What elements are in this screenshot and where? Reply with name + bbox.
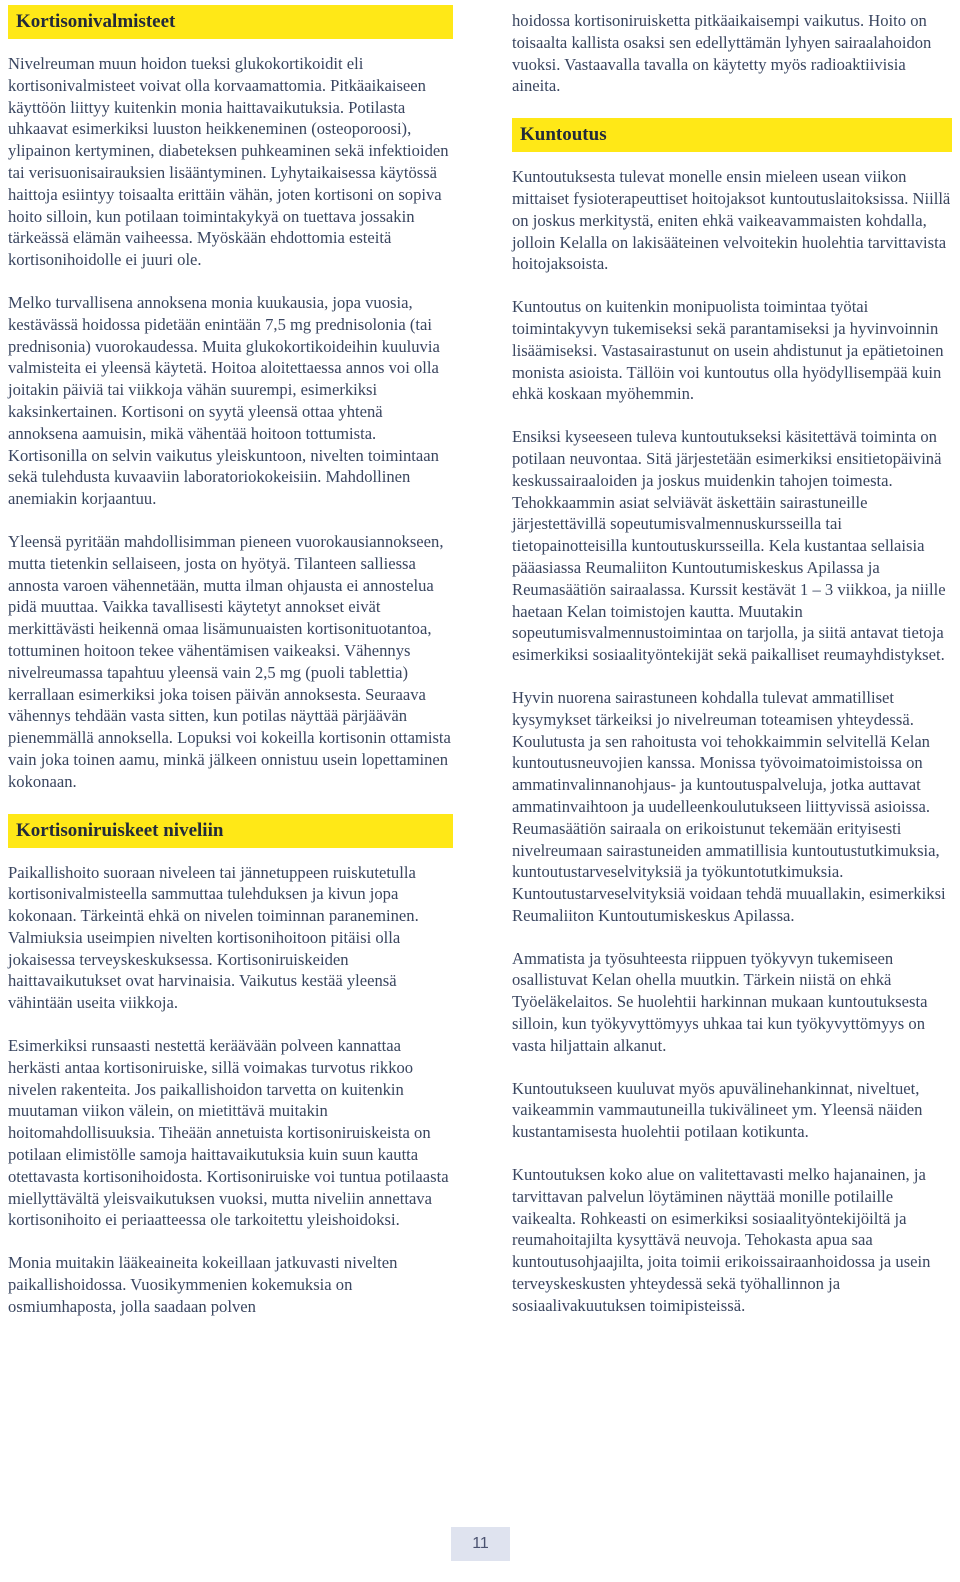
paragraph: Kuntoutukseen kuuluvat myös apuvälinehankinnat, niveltuet, vaikeammin vammautuneilla tukivälineet ym. Yleensä näiden kustantamisesta huolehtii potilaan kotikunta. (512, 1078, 923, 1142)
paragraph: Melko turvallisena annoksena monia kuukausia, jopa vuosia, kestävässä hoidossa pidetään enintään 7,5 mg prednisolonia (tai prednisonia) vuorokaudessa. Muita glukokortikoideihin kuuluvia valmisteita ei yleensä käytetä. Hoitoa aloitettaessa annos voi olla joitakin päiviä tai viikkoja vähän suurempi, esimerkiksi kaksinkertainen. Kortisoni on syytä yleensä ottaa yhtenä annoksena aamuisin, mikä vähentää hoitoon tottumista. Kortisonilla on selvin vaikutus yleiskuntoon, nivelten toimintaan sekä tulehdusta kuvaaviin laboratoriokokeisiin. Mahdollinen anemiakin korjaantuu. (8, 292, 440, 509)
page-number: 11 (451, 1527, 510, 1561)
section-heading-kortisoniruiskeet: Kortisoniruiskeet niveliin (8, 814, 453, 848)
paragraph-continuation: hoidossa kortisoniruisketta pitkäaikaisempi vaikutus. Hoito on toisaalta kallista osaksi sen edellyttämän lyhyen sairaalahoidon vuoksi. Vastaavalla tavalla on käytetty myös radioaktiivisia aineita. (512, 11, 932, 96)
right-column (512, 10, 952, 1317)
paragraph: Esimerkiksi runsaasti nestettä keräävään polveen kannattaa herkästi antaa kortisoniruiske, sillä voimakas turvotus rikkoo nivelen rakenteita. Jos paikallishoidon tarvetta on kuitenkin muutaman viikon välein, on mietittävä muitakin hoitomahdollisuuksia. Tiheään annetuista kortisoniruiskeista on potilaan elimistölle samoja haittavaikutuksia kuin suun kautta otettavasta kortisonihoidosta. Kortisoniruiske voi tuntua potilaasta miellyttävältä yleisvaikutuksen vuoksi, mutta niveliin annettava kortisonihoito ei periaatteessa ole tarkoitettu yleishoidoksi. (8, 1036, 449, 1230)
section-heading-kuntoutus: Kuntoutus (512, 118, 952, 152)
paragraph: Hyvin nuorena sairastuneen kohdalla tulevat ammatilliset kysymykset tärkeiksi jo nivelreuman toteamisen yhteydessä. Koulutusta ja sen rahoitusta voi tehokkaimmin selvitellä Kelan kuntoutusneuvojien kanssa. Monissa työvoimatoimistoissa on ammatinvalinnanohjaus- ja kuntoutuspalveluja, jotka auttavat ammatinvaihtoon ja uudelleenkoulutukseen liittyvissä asioissa. Reumasäätiön sairaala on erikoistunut tekemään erityisesti nivelreumaan sairastuneiden ammatillisia kuntoutustutkimuksia, kuntoutustarveselvityksiä ja työkuntotutkimuksia. Kuntoutustarveselvityksiä voidaan tehdä muuallakin, esimerkiksi Reumaliiton Kuntoutumiskeskus Apilassa. (512, 687, 946, 925)
paragraph: Paikallishoito suoraan niveleen tai jännetuppeen ruiskutetulla kortisonivalmisteella sammuttaa tulehduksen ja kivun jopa kokonaan. Tärkeintä ehkä on nivelen toiminnan paraneminen. Valmiuksia useimpien nivelten kortisonihoitoon pitäisi olla jokaisessa terveyskeskuksessa. Kortisoniruiskeiden haittavaikutukset ovat harvinaisia. Vaikutus kestää yleensä vähintään useita viikkoja. (8, 862, 419, 1013)
paragraph: Kuntoutus on kuitenkin monipuolista toimintaa työtai toimintakyvyn tukemiseksi sekä parantamiseksi ja hyvinvoinnin lisäämiseksi. Vastasairastunut on usein ahdistunut ja epätietoinen monista asioista. Tällöin voi kuntoutus olla hyödyllisempää kuin ehkä koskaan myöhemmin. (512, 297, 944, 404)
left-column (8, 5, 453, 1318)
paragraph: Ensiksi kyseeseen tuleva kuntoutukseksi käsitettävä toiminta on potilaan neuvontaa. Sitä järjestetään esimerkiksi ensitietopäivinä keskussairaaloiden ja joskus muidenkin tahojen toimesta. Tehokkaammin asiat selviävät äskettäin sairastuneille järjestettävillä sopeutumisvalmennuskursseilla tai tietopainotteisilla kuntoutuskursseilla. Kela kustantaa sellaisia pääasiassa Reumaliiton Kuntoutumiskeskus Apilassa ja Reumasäätiön sairaalassa. Kurssit kestävät 1 – 3 viikkoa, ja niille haetaan Kelan toimistojen kautta. Muutakin sopeutumisvalmennustoimintaa on tarjolla, ja siitä antavat tietoja esimerkiksi sosiaalityöntekijät sekä paikalliset reumayhdistykset. (512, 427, 946, 665)
section-heading-kortisonivalmisteet: Kortisonivalmisteet (8, 5, 453, 39)
paragraph: Nivelreuman muun hoidon tueksi glukokortikoidit eli kortisonivalmisteet voivat olla korvaamattomia. Pitkäaikaiseen käyttöön liittyy kuitenkin monia haittavaikutuksia. Potilasta uhkaavat esimerkiksi luuston heikkeneminen (osteoporoosi), ylipainon kertyminen, diabeteksen puhkeaminen sekä infektioiden tai verisuonisairauksien lisääntyminen. Lyhytaikaisessa käytössä haittoja esiintyy toisaalta erittäin vähän, joten kortisoni on sopiva hoito silloin, kun potilaan toimintakykyä on tuettava jossakin tärkeässä elämän vaiheessa. Myöskään ehdottomia esteitä kortisonihoidolle ei juuri ole. (8, 54, 449, 270)
paragraph: Yleensä pyritään mahdollisimman pieneen vuorokausiannokseen, mutta tietenkin sellaiseen, josta on hyötyä. Tilanteen salliessa annosta varoen vähennetään, mutta ilman ohjausta ei annostelua pidä muuttaa. Vaikka tavallisesti käytetyt annokset eivät merkittävästi heikennä omaa lisämunuaisten kortisonituotantoa, tottuminen hoitoon tekee vähentämisen vaikeaksi. Vähennys nivelreumassa tapahtuu yleensä vain 2,5 mg (puoli tablettia) kerrallaan esimerkiksi joka toisen päivän annoksesta. Seuraava vähennys tehdään vasta sitten, kun potilas näyttää pärjäävän pienemmällä annoksella. Lopuksi voi kokeilla kortisonin ottamista vain joka toinen aamu, minkä jälkeen onnistuu usein lopettaminen kokonaan. (8, 531, 451, 791)
paragraph: Kuntoutuksesta tulevat monelle ensin mieleen usean viikon mittaiset fysioterapeuttiset hoitojaksot kuntoutuslaitoksissa. Niillä on joskus merkitystä, eniten ehkä vaikeavammaisten kohdalla, jolloin Kelalla on lakisääteinen velvoitekin huolehtia tarvittavista hoitojaksoista. (512, 167, 951, 274)
paragraph: Kuntoutuksen koko alue on valitettavasti melko hajanainen, ja tarvittavan palvelun löytäminen näyttää monille potilaille vaikealta. Rohkeasti on esimerkiksi sosiaalityöntekijöiltä ja reumahoitajilta kysyttävä neuvoja. Tehokasta apua saa kuntoutusohjaajilta, joita toimii erikoissairaanhoidossa ja usein terveyskeskusten yhteydessä sekä työhallinnon ja sosiaalivakuutuksen toimipisteissä. (512, 1165, 931, 1315)
paragraph: Monia muitakin lääkeaineita kokeillaan jatkuvasti nivelten paikallishoidossa. Vuosikymmenien kokemuksia on osmiumhaposta, jolla saadaan polven (8, 1253, 398, 1316)
paragraph: Ammatista ja työsuhteesta riippuen työkyvyn tukemiseen osallistuvat Kelan ohella muutkin. Tärkein niistä on ehkä Työeläkelaitos. Se huolehtii harkinnan mukaan kuntoutuksesta silloin, kun työkyvyttömyys uhkaa tai kun työkyvyttömyys on vasta hiljattain alkanut. (512, 948, 928, 1055)
